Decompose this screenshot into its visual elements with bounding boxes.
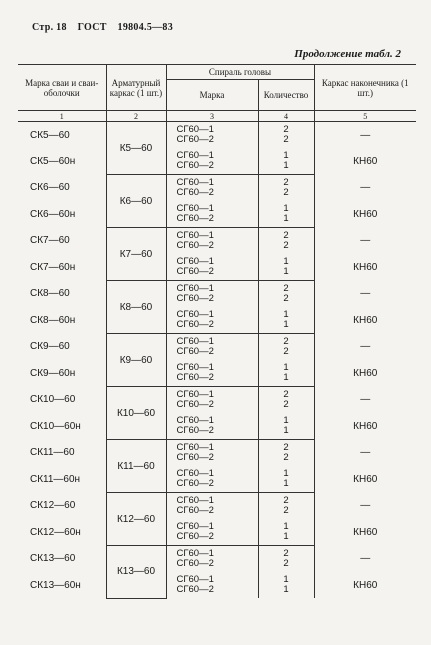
spiral-qty: 2 [283,558,289,569]
col-number-5: 5 [314,111,416,122]
spiral-mark: СГ60—2 [176,187,214,198]
col-header-reinforcement: Арматурный каркас (1 шт.) [106,65,166,111]
spiral-qty-cell [258,466,314,493]
spiral-qty: 1 [283,160,289,171]
spiral-mark: СГ60—2 [176,293,214,304]
reinforcement-cell: К5—60 [106,122,166,175]
spiral-mark: СГ60—2 [176,213,214,224]
col-header-pile-mark: Марка сваи и сваи-оболочки [18,65,106,111]
table-row [18,519,416,546]
tip-carcass-cell: — [314,546,416,573]
spiral-mark: СГ60—1 [176,521,214,532]
spiral-mark: СГ60—1 [176,442,214,453]
spiral-mark-cell [166,254,258,281]
table-continuation-caption: Продолжение табл. 2 [294,48,401,60]
spiral-qty-cell [258,307,314,334]
pile-mark-cell: СК9—60н [18,360,106,387]
spiral-qty: 2 [283,336,289,347]
spiral-qty: 1 [283,319,289,330]
spiral-qty-cell [258,413,314,440]
reinforcement-cell: К8—60 [106,281,166,334]
spiral-qty: 2 [283,124,289,135]
spiral-mark: СГ60—1 [176,177,214,188]
spiral-qty: 1 [283,362,289,373]
spiral-mark-cell [166,281,258,308]
pile-mark-cell: СК8—60 [18,281,106,308]
spiral-mark-cell [166,360,258,387]
spiral-qty: 1 [283,468,289,479]
pile-mark-cell: СК10—60 [18,387,106,414]
spiral-mark: СГ60—2 [176,319,214,330]
spiral-mark-cell [166,334,258,361]
pile-mark-cell: СК13—60 [18,546,106,573]
tip-carcass-cell: — [314,175,416,202]
spiral-qty: 2 [283,495,289,506]
spiral-mark: СГ60—2 [176,505,214,516]
tip-carcass-cell: КН60 [314,519,416,546]
pile-mark-cell: СК13—60н [18,572,106,598]
pile-mark-cell: СК7—60 [18,228,106,255]
spiral-qty: 2 [283,134,289,145]
spiral-qty: 2 [283,187,289,198]
spiral-qty: 2 [283,505,289,516]
spiral-mark: СГ60—2 [176,134,214,145]
spiral-mark: СГ60—1 [176,256,214,267]
spiral-mark: СГ60—1 [176,336,214,347]
tip-carcass-cell: КН60 [314,413,416,440]
table-row [18,281,416,308]
tip-carcass-cell: — [314,440,416,467]
spiral-mark: СГ60—1 [176,230,214,241]
spiral-mark-cell [166,387,258,414]
page-number: Стр. 18 [32,22,67,33]
spiral-qty-cell [258,175,314,202]
spiral-qty-cell [258,122,314,149]
tip-carcass-cell: — [314,334,416,361]
spiral-mark-cell [166,307,258,334]
spiral-mark-cell [166,519,258,546]
tip-carcass-cell: КН60 [314,254,416,281]
spiral-mark-cell [166,572,258,598]
spiral-qty: 1 [283,309,289,320]
spiral-qty: 2 [283,452,289,463]
spiral-mark: СГ60—1 [176,362,214,373]
spiral-mark: СГ60—1 [176,468,214,479]
spiral-qty-cell [258,201,314,228]
spiral-qty-cell [258,254,314,281]
spiral-qty-cell [258,572,314,598]
spiral-qty: 2 [283,399,289,410]
spiral-mark: СГ60—2 [176,452,214,463]
table-row [18,360,416,387]
col-header-spiral-qty: Количество [258,80,314,111]
spiral-qty: 2 [283,293,289,304]
spiral-qty-cell [258,360,314,387]
spiral-mark: СГ60—2 [176,372,214,383]
spiral-mark: СГ60—1 [176,124,214,135]
spiral-mark-cell [166,228,258,255]
spiral-mark: СГ60—1 [176,283,214,294]
spiral-mark: СГ60—2 [176,346,214,357]
spiral-qty-cell [258,440,314,467]
spiral-qty: 1 [283,574,289,585]
spiral-mark: СГ60—2 [176,478,214,489]
col-header-spiral-mark: Марка [166,80,258,111]
spiral-mark-cell [166,413,258,440]
spiral-qty: 2 [283,240,289,251]
pile-mark-cell: СК5—60н [18,148,106,175]
spiral-qty-cell [258,493,314,520]
table-row [18,254,416,281]
spiral-mark: СГ60—2 [176,160,214,171]
table-body [18,122,416,599]
table-row [18,466,416,493]
spiral-qty: 1 [283,521,289,532]
tip-carcass-cell: — [314,228,416,255]
spiral-mark: СГ60—1 [176,309,214,320]
reinforcement-cell: К9—60 [106,334,166,387]
spiral-qty-cell [258,546,314,573]
spiral-mark: СГ60—2 [176,266,214,277]
spiral-mark-cell [166,440,258,467]
table-row [18,413,416,440]
spiral-mark: СГ60—2 [176,425,214,436]
spiral-qty: 2 [283,548,289,559]
reinforcement-cell: К7—60 [106,228,166,281]
spiral-qty: 1 [283,531,289,542]
col-number-3: 3 [166,111,258,122]
spiral-qty: 2 [283,442,289,453]
pile-mark-cell: СК12—60 [18,493,106,520]
spiral-mark-cell [166,201,258,228]
standard-label: ГОСТ [77,22,107,33]
pile-mark-cell: СК10—60н [18,413,106,440]
spiral-qty: 1 [283,203,289,214]
spiral-qty: 1 [283,478,289,489]
tip-carcass-cell: — [314,122,416,149]
tip-carcass-cell: КН60 [314,201,416,228]
spiral-qty: 2 [283,283,289,294]
table-row [18,148,416,175]
spiral-qty: 1 [283,425,289,436]
col-number-1: 1 [18,111,106,122]
spiral-qty-cell [258,148,314,175]
spiral-mark: СГ60—1 [176,495,214,506]
pile-mark-cell: СК5—60 [18,122,106,149]
tip-carcass-cell: КН60 [314,148,416,175]
col-number-4: 4 [258,111,314,122]
spiral-mark-cell [166,546,258,573]
table-row [18,546,416,573]
standard-number: 19804.5—83 [117,22,174,33]
spiral-mark: СГ60—1 [176,203,214,214]
pile-mark-cell: СК11—60 [18,440,106,467]
table-row [18,387,416,414]
col-number-2: 2 [106,111,166,122]
pile-mark-cell: СК6—60 [18,175,106,202]
spiral-qty-cell [258,519,314,546]
spiral-qty: 1 [283,256,289,267]
spiral-qty: 2 [283,177,289,188]
reinforcement-cell: К10—60 [106,387,166,440]
table-row [18,493,416,520]
table-row [18,440,416,467]
spiral-mark: СГ60—1 [176,150,214,161]
col-header-spiral: Спираль головы [166,65,314,80]
pile-mark-cell: СК7—60н [18,254,106,281]
spiral-qty: 2 [283,389,289,400]
spiral-qty: 2 [283,230,289,241]
spiral-mark: СГ60—2 [176,558,214,569]
spiral-qty: 1 [283,150,289,161]
table-row [18,334,416,361]
spiral-mark: СГ60—1 [176,574,214,585]
col-header-tip: Каркас наконечника (1 шт.) [314,65,416,111]
pile-mark-cell: СК9—60 [18,334,106,361]
table-row [18,175,416,202]
spiral-qty-cell [258,334,314,361]
pile-mark-cell: СК8—60н [18,307,106,334]
tip-carcass-cell: КН60 [314,466,416,493]
reinforcement-cell: К11—60 [106,440,166,493]
spiral-mark: СГ60—2 [176,531,214,542]
reinforcement-table [18,64,416,599]
spiral-qty: 1 [283,584,289,595]
spiral-mark-cell [166,493,258,520]
pile-mark-cell: СК11—60н [18,466,106,493]
spiral-mark-cell [166,175,258,202]
spiral-mark-cell [166,466,258,493]
spiral-qty-cell [258,281,314,308]
tip-carcass-cell: КН60 [314,307,416,334]
spiral-mark-cell [166,122,258,149]
spiral-qty: 1 [283,372,289,383]
spiral-mark: СГ60—1 [176,415,214,426]
tip-carcass-cell: КН60 [314,572,416,598]
spiral-mark: СГ60—1 [176,389,214,400]
spiral-mark-cell [166,148,258,175]
spiral-qty-cell [258,228,314,255]
spiral-qty: 1 [283,415,289,426]
spiral-mark: СГ60—2 [176,399,214,410]
pile-mark-cell: СК12—60н [18,519,106,546]
spiral-mark: СГ60—2 [176,584,214,595]
pile-mark-cell: СК6—60н [18,201,106,228]
table-row [18,201,416,228]
reinforcement-cell: К6—60 [106,175,166,228]
spiral-qty: 2 [283,346,289,357]
tip-carcass-cell: — [314,493,416,520]
table-row [18,122,416,149]
spiral-mark: СГ60—1 [176,548,214,559]
page-header [32,22,412,33]
table-row [18,572,416,598]
tip-carcass-cell: — [314,387,416,414]
table-row [18,307,416,334]
spiral-qty-cell [258,387,314,414]
table-row [18,228,416,255]
tip-carcass-cell: КН60 [314,360,416,387]
tip-carcass-cell: — [314,281,416,308]
spiral-mark: СГ60—2 [176,240,214,251]
reinforcement-cell: К13—60 [106,546,166,599]
spiral-qty: 1 [283,266,289,277]
spiral-qty: 1 [283,213,289,224]
reinforcement-cell: К12—60 [106,493,166,546]
